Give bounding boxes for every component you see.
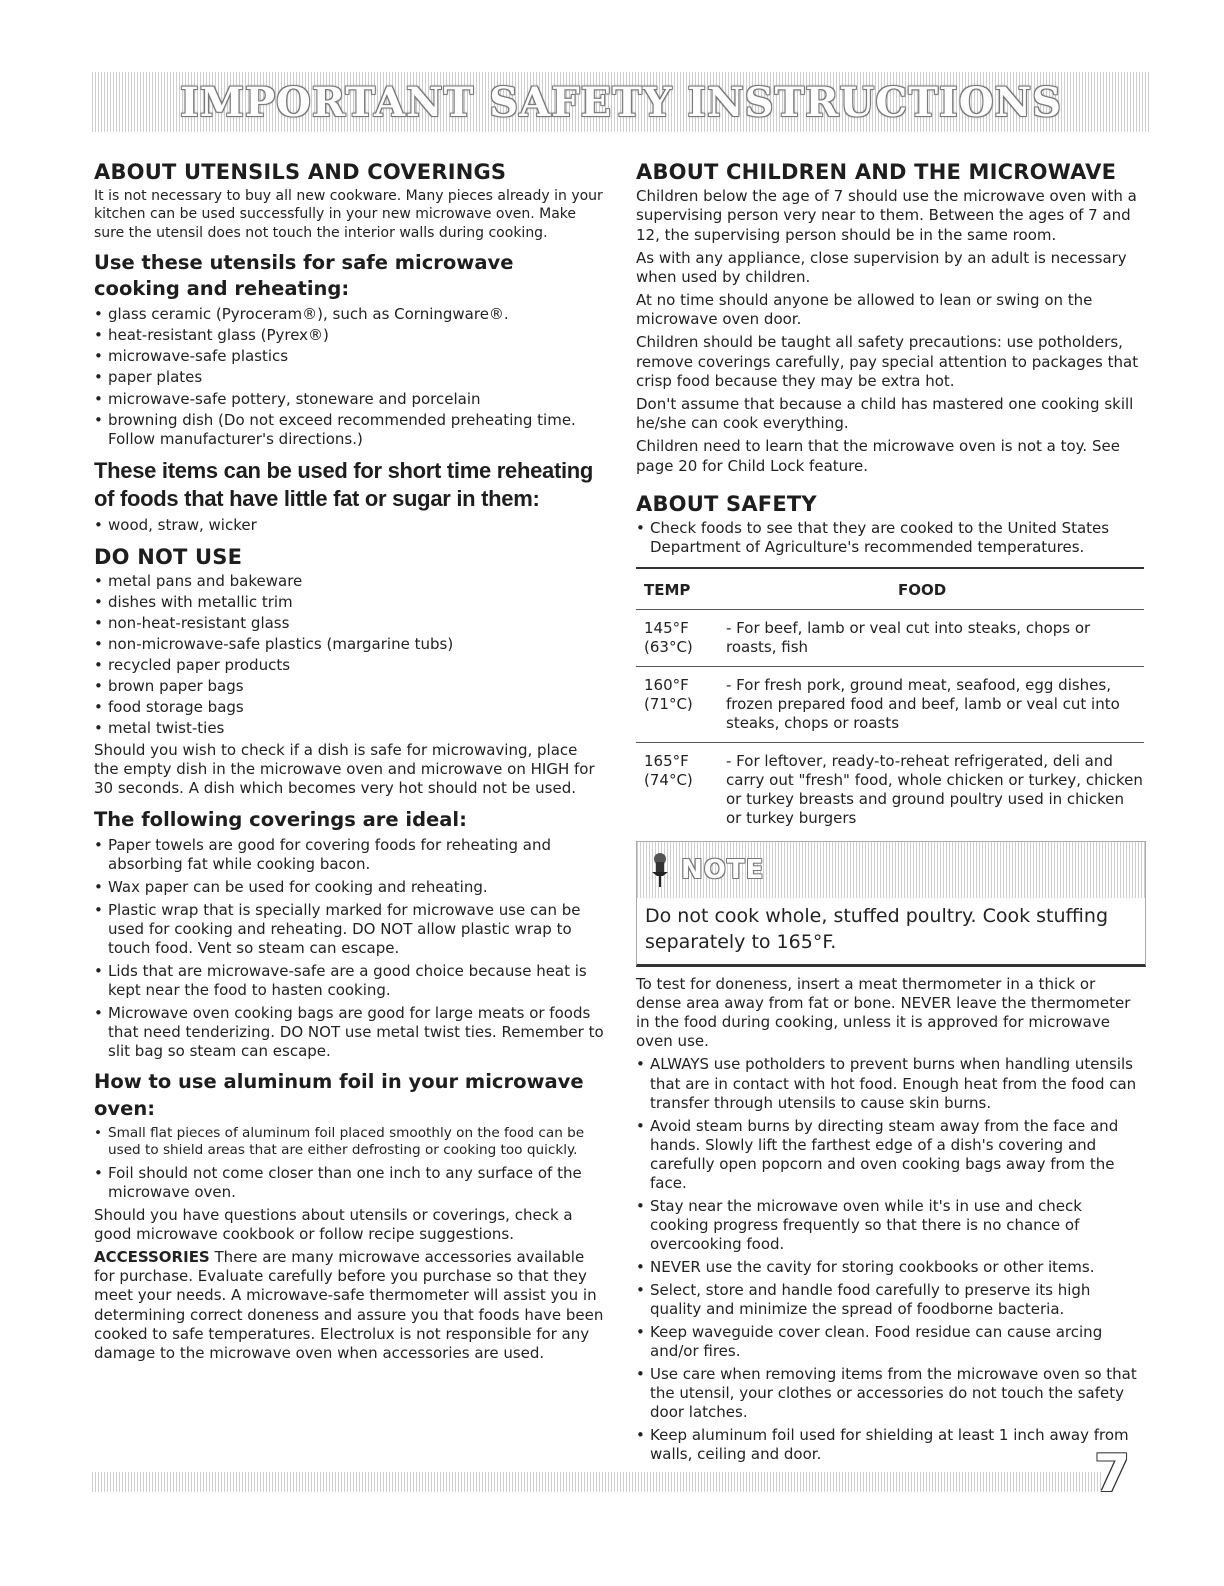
list-item: • Lids that are microwave-safe are a good choice because heat is kept near the food to hasten cooking.	[94, 962, 604, 1000]
list-item: • Select, store and handle food carefully to preserve its high quality and minimize the spread of foodborne bacteria.	[636, 1281, 1144, 1319]
temperature-table	[636, 567, 1144, 837]
list-item: • Wax paper can be used for cooking and reheating.	[94, 878, 604, 897]
list-item: • recycled paper products	[94, 656, 604, 675]
temp-f: 160°F	[644, 676, 689, 695]
temp-cell	[636, 743, 722, 838]
pushpin-icon	[649, 852, 671, 888]
safety-heading: ABOUT SAFETY	[636, 491, 817, 516]
note-box	[636, 841, 1146, 966]
page-title: IMPORTANT SAFETY INSTRUCTIONS	[179, 78, 1063, 126]
do-not-use-heading: DO NOT USE	[94, 544, 243, 569]
questions-paragraph: Should you have questions about utensils or coverings, check a good microwave cookbook or follow recipe suggestions.	[94, 1205, 573, 1243]
footer-bar	[92, 1472, 1102, 1492]
accessories-lead: ACCESSORIES	[94, 1248, 210, 1267]
note-header	[637, 842, 1145, 898]
temp-c: (74°C)	[644, 771, 693, 790]
safe-utensils-heading: Use these utensils for safe microwave cooking and reheating:	[94, 250, 514, 301]
list-item: • Small flat pieces of aluminum foil placed smoothly on the food can be used to shield areas that are either defrosting or cooking too quickly.	[94, 1125, 604, 1160]
page-number: 7	[1094, 1444, 1131, 1504]
table-row	[636, 667, 1144, 743]
coverings-heading: The following coverings are ideal:	[94, 807, 467, 831]
safety-list	[636, 519, 1144, 557]
children-paragraph: At no time should anyone be allowed to lean or swing on the microwave oven door.	[636, 291, 1093, 329]
list-item: • Keep aluminum foil used for shielding at least 1 inch away from walls, ceiling and door.	[636, 1426, 1144, 1464]
utensils-heading: ABOUT UTENSILS AND COVERINGS	[94, 160, 507, 184]
list-item: • NEVER use the cavity for storing cookbooks or other items.	[636, 1258, 1144, 1277]
list-item: • Avoid steam burns by directing steam away from the face and hands. Slowly lift the farthest edge of a dish's covering and carefully open popcorn and oven cooking bags away from the face.	[636, 1117, 1144, 1193]
food-cell: - For fresh pork, ground meat, seafood, egg dishes, frozen prepared food and beef, lamb or veal cut into steaks, chops or roasts	[722, 667, 1144, 743]
doneness-paragraph: To test for doneness, insert a meat thermometer in a thick or dense area away from fat or bone. NEVER leave the thermometer in the food during cooking, unless it is approved for microwave oven use.	[636, 974, 1131, 1051]
list-item: • Microwave oven cooking bags are good for large meats or foods that need tenderizing. DO NOT use metal twist ties. Remember to slit bag so steam can escape.	[94, 1004, 604, 1061]
children-heading: ABOUT CHILDREN AND THE MICROWAVE	[636, 160, 1117, 184]
list-item: • food storage bags	[94, 698, 604, 717]
list-item: • dishes with metallic trim	[94, 593, 604, 612]
list-item: • Keep waveguide cover clean. Food residue can cause arcing and/or fires.	[636, 1323, 1144, 1361]
list-item: • metal pans and bakeware	[94, 572, 604, 591]
title-banner	[92, 72, 1150, 132]
note-text: Do not cook whole, stuffed poultry. Cook stuffing separately to 165°F.	[645, 905, 1109, 954]
temp-c: (71°C)	[644, 695, 693, 714]
foil-list	[94, 1125, 604, 1202]
list-item: • ALWAYS use potholders to prevent burns when handling utensils that are in contact with hot food. Enough heat from the food can transfer through utensils to cause skin burns.	[636, 1055, 1144, 1112]
accessories-text: There are many microwave accessories available for purchase. Evaluate carefully before you purchase so that they meet your needs. A microwave-safe thermometer will assist you in determining correct doneness and assure you that foods have been cooked to safe temperatures. Electrolux is not responsible for any damage to the microwave oven when accessories are used.	[94, 1248, 604, 1363]
children-paragraph: Children below the age of 7 should use the microwave oven with a supervising person very near to them. Between the ages of 7 and 12, the supervising person should be in the same room.	[636, 187, 1137, 244]
temp-f: 145°F	[644, 619, 689, 637]
table-row	[636, 610, 1144, 667]
list-item: • Foil should not come closer than one inch to any surface of the microwave oven.	[94, 1164, 604, 1202]
children-paragraph: As with any appliance, close supervision by an adult is necessary when used by children.	[636, 248, 1127, 286]
list-item: • wood, straw, wicker	[94, 516, 604, 535]
list-item: • non-heat-resistant glass	[94, 614, 604, 633]
list-item: • microwave-safe plastics	[94, 347, 604, 366]
temp-c: (63°C)	[644, 638, 693, 657]
do-not-use-list	[94, 572, 604, 738]
safe-utensils-list	[94, 305, 604, 448]
left-column	[94, 160, 604, 1367]
list-item: • browning dish (Do not exceed recommended preheating time. Follow manufacturer's directions.)	[94, 411, 604, 449]
list-item: • Paper towels are good for covering foods for reheating and absorbing fat while cooking bacon.	[94, 836, 604, 874]
short-reheat-heading: These items can be used for short time reheating of foods that have little fat or sugar in them:	[94, 457, 594, 511]
list-item: • brown paper bags	[94, 677, 604, 696]
food-cell: - For leftover, ready-to-reheat refrigerated, deli and carry out "fresh" food, whole chicken or turkey, chicken or turkey breasts and ground poultry used in chicken or turkey burgers	[726, 752, 1143, 828]
list-item: • Plastic wrap that is specially marked for microwave use can be used for cooking and reheating. DO NOT allow plastic wrap to touch food. Vent so steam can escape.	[94, 901, 604, 958]
temp-column-header: TEMP	[636, 568, 722, 610]
safety-tips-list	[636, 1055, 1144, 1464]
list-item: • Use care when removing items from the microwave oven so that the utensil, your clothes or accessories do not touch the safety door latches.	[636, 1365, 1144, 1422]
short-reheat-list	[94, 516, 604, 535]
list-item: • paper plates	[94, 368, 604, 387]
list-item: • Stay near the microwave oven while it's in use and check cooking progress frequently so that there is no chance of overcooking food.	[636, 1197, 1144, 1254]
list-item: • metal twist-ties	[94, 719, 604, 738]
list-item: • microwave-safe pottery, stoneware and porcelain	[94, 390, 604, 409]
list-item: • Check foods to see that they are cooked to the United States Department of Agriculture's recommended temperatures.	[636, 519, 1144, 557]
food-column-header: FOOD	[722, 568, 1144, 610]
table-header-row	[636, 568, 1144, 610]
list-item: • glass ceramic (Pyroceram®), such as Corningware®.	[94, 305, 604, 324]
coverings-list	[94, 836, 604, 1062]
list-item: • heat-resistant glass (Pyrex®)	[94, 326, 604, 345]
list-item: • non-microwave-safe plastics (margarine tubs)	[94, 635, 604, 654]
dish-check-paragraph: Should you wish to check if a dish is safe for microwaving, place the empty dish in the microwave oven and microwave on HIGH for 30 seconds. A dish which becomes very hot should not be used.	[94, 741, 595, 798]
children-paragraph: Children need to learn that the microwave oven is not a toy. See page 20 for Child Lock feature.	[636, 437, 1120, 475]
temp-cell	[636, 610, 722, 667]
utensils-intro: It is not necessary to buy all new cookware. Many pieces already in your kitchen can be used successfully in your new microwave oven. Make sure the utensil does not touch the interior walls during cooking.	[94, 188, 603, 241]
right-column	[636, 160, 1144, 1468]
note-title: NOTE	[681, 855, 765, 886]
temp-f: 165°F	[644, 752, 689, 771]
accessories-paragraph	[94, 1248, 604, 1363]
children-paragraph: Children should be taught all safety precautions: use potholders, remove coverings carefully, pay special attention to packages that crisp food because they may be extra hot.	[636, 333, 1139, 390]
foil-heading: How to use aluminum foil in your microwave oven:	[94, 1070, 584, 1120]
food-cell: - For beef, lamb or veal cut into steaks, chops or roasts, fish	[722, 610, 1144, 667]
children-paragraph: Don't assume that because a child has mastered one cooking skill he/she can cook everything.	[636, 395, 1134, 433]
temp-cell	[636, 667, 722, 743]
table-row	[636, 743, 1144, 838]
